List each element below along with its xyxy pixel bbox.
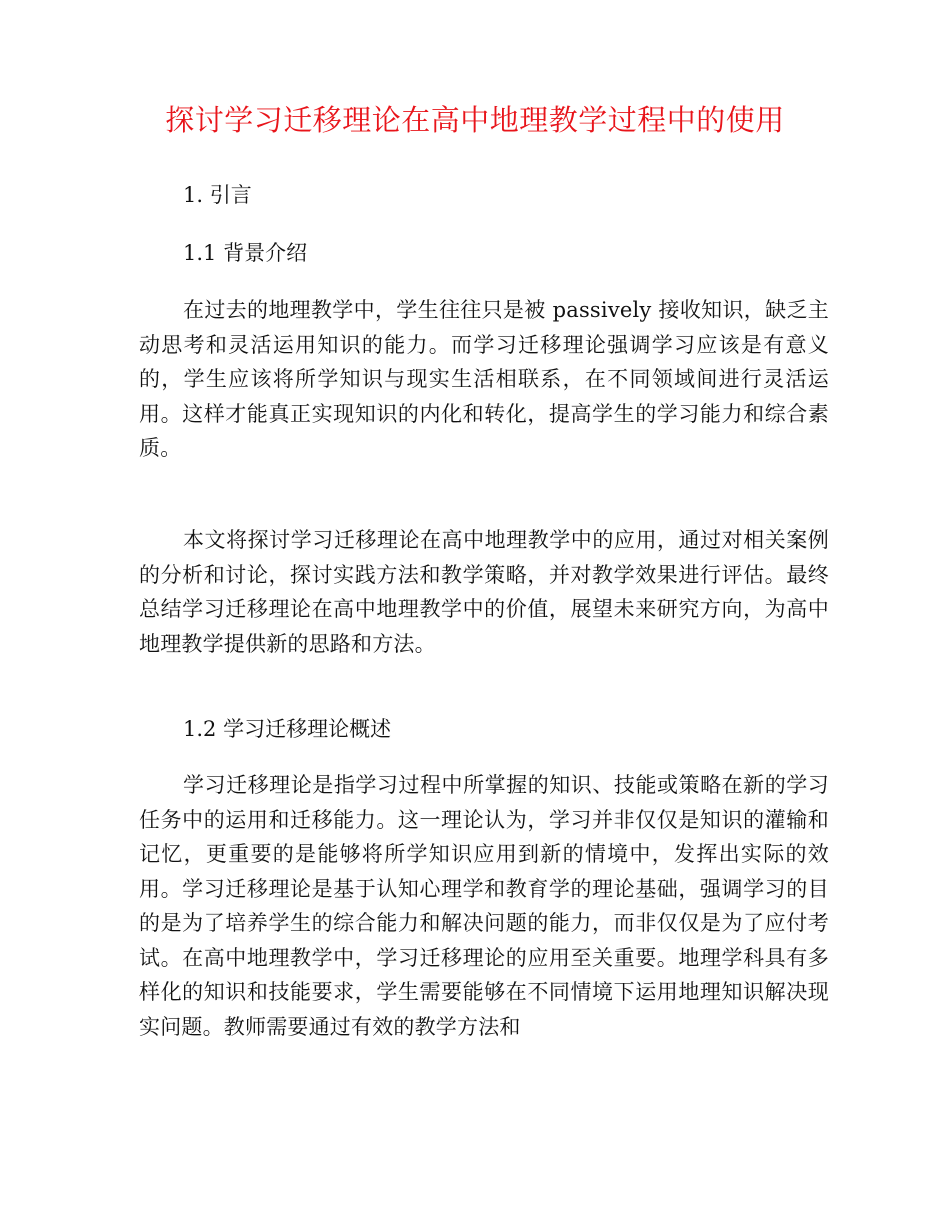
- paragraph-purpose: 本文将探讨学习迁移理论在高中地理教学中的应用，通过对相关案例的分析和讨论，探讨实践方法和教学策略，并对教学效果进行评估。最终总结学习迁移理论在高中地理教学中的价值，展望未来研究方向，为高中地理教学提供新的思路和方法。: [139, 528, 829, 656]
- paragraph-background: 在过去的地理教学中，学生往往只是被 passively 接收知识，缺乏主动思考和灵活运用知识的能力。而学习迁移理论强调学习应该是有意义的，学生应该将所学知识与现实生活相联系，在不同领域间进行灵活运用。这样才能真正实现知识的内化和转化，提高学生的学习能力和综合素质。: [139, 298, 829, 460]
- section-heading-theory-overview: 1.2 学习迁移理论概述: [183, 717, 392, 741]
- paragraph-theory-overview: 学习迁移理论是指学习过程中所掌握的知识、技能或策略在新的学习任务中的运用和迁移能力。这一理论认为，学习并非仅仅是知识的灌输和记忆，更重要的是能够将所学知识应用到新的情境中，发挥出实际的效用。学习迁移理论是基于认知心理学和教育学的理论基础，强调学习的目的是为了培养学生的综合能力和解决问题的能力，而非仅仅是为了应付考试。在高中地理教学中，学习迁移理论的应用至关重要。地理学科具有多样化的知识和技能要求，学生需要能够在不同情境下运用地理知识解决现实问题。教师需要通过有效的教学方法和: [139, 773, 829, 1039]
- document-title: 探讨学习迁移理论在高中地理教学过程中的使用: [165, 103, 785, 137]
- section-heading-background: 1.1 背景介绍: [183, 241, 308, 265]
- section-heading-introduction: 1. 引言: [183, 183, 252, 207]
